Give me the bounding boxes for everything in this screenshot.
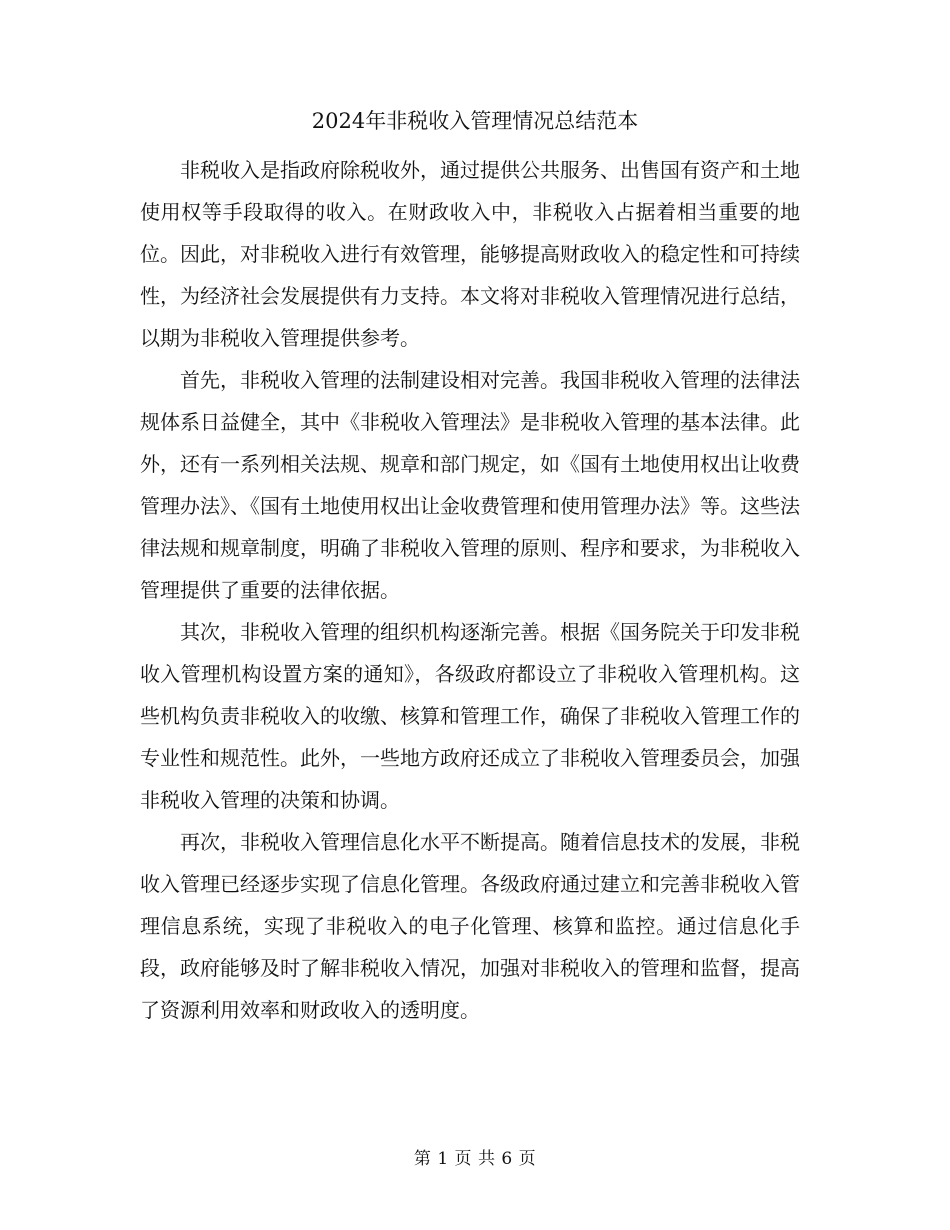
paragraph-informatization: 再次，非税收入管理信息化水平不断提高。随着信息技术的发展，非税收入管理已经逐步实现了信息化管理。各级政府通过建立和完善非税收入管理信息系统，实现了非税收入的电子化管理、核算和监控。通过信息化手段，政府能够及时了解非税收入情况，加强对非税收入的管理和监督，提高了资源利用效率和财政收入的透明度。 [140, 830, 800, 1022]
document-title: 2024年非税收入管理情况总结范本 [311, 109, 639, 133]
document-body [140, 149, 800, 1031]
paragraph-intro: 非税收入是指政府除税收外，通过提供公共服务、出售国有资产和土地使用权等手段取得的收入。在财政收入中，非税收入占据着相当重要的地位。因此，对非税收入进行有效管理，能够提高财政收入的稳定性和可持续性，为经济社会发展提供有力支持。本文将对非税收入管理情况进行总结，以期为非税收入管理提供参考。 [140, 158, 800, 350]
page-number-footer: 第 1 页 共 6 页 [413, 1149, 537, 1169]
paragraph-legal-framework: 首先，非税收入管理的法制建设相对完善。我国非税收入管理的法律法规体系日益健全，其中《非税收入管理法》是非税收入管理的基本法律。此外，还有一系列相关法规、规章和部门规定，如《国有土地使用权出让收费管理办法》、《国有土地使用权出让金收费管理和使用管理办法》等。这些法律法规和规章制度，明确了非税收入管理的原则、程序和要求，为非税收入管理提供了重要的法律依据。 [140, 368, 800, 602]
paragraph-organization: 其次，非税收入管理的组织机构逐渐完善。根据《国务院关于印发非税收入管理机构设置方案的通知》，各级政府都设立了非税收入管理机构。这些机构负责非税收入的收缴、核算和管理工作，确保了非税收入管理工作的专业性和规范性。此外，一些地方政府还成立了非税收入管理委员会，加强非税收入管理的决策和协调。 [140, 620, 800, 812]
